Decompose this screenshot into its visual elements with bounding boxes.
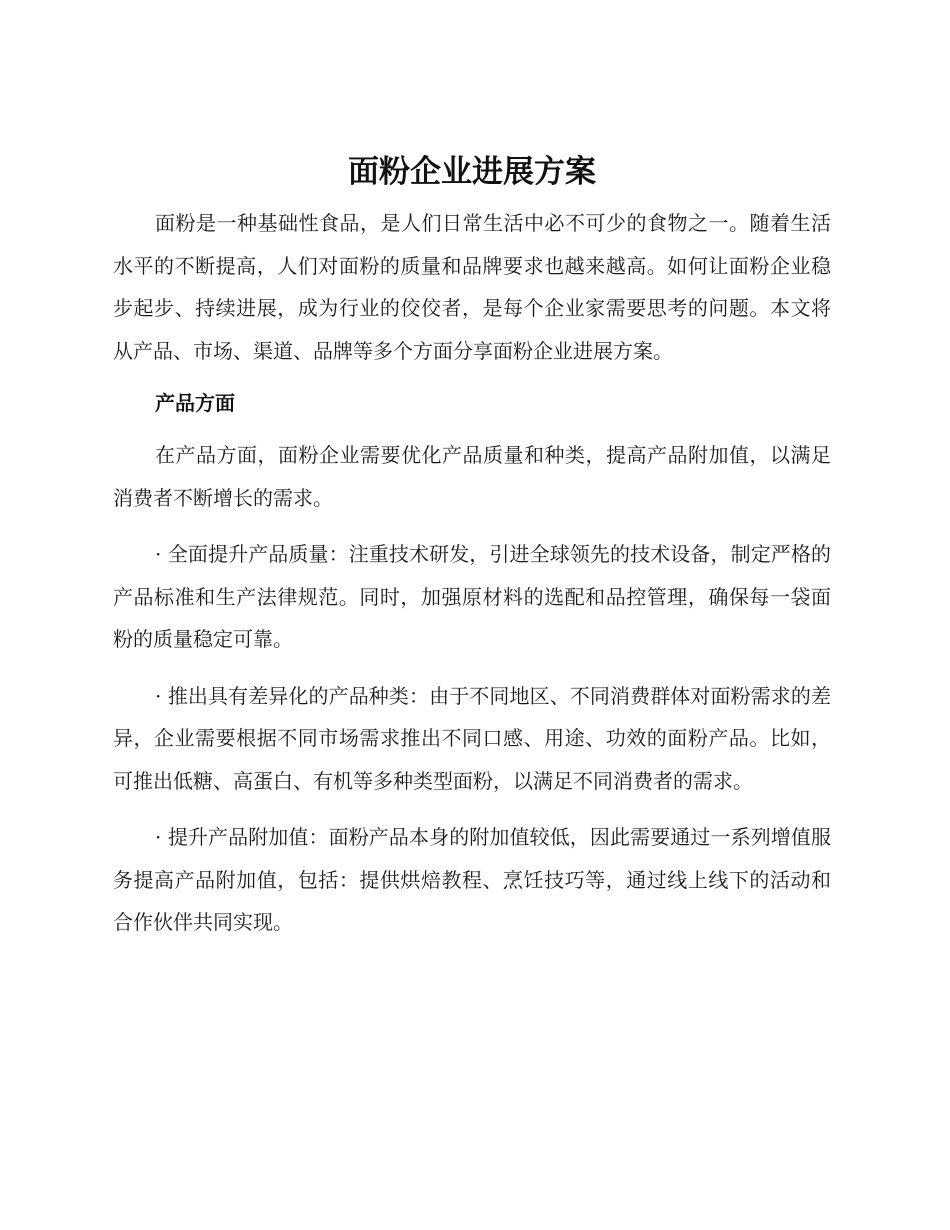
section-intro-paragraph: 在产品方面，面粉企业需要优化产品质量和种类，提高产品附加值，以满足消费者不断增长的需求。 — [113, 443, 831, 510]
bullet-item-quality: · 全面提升产品质量：注重技术研发，引进全球领先的技术设备，制定严格的产品标准和生产法律规范。同时，加强原材料的选配和品控管理，确保每一袋面粉的质量稳定可靠。 — [113, 542, 831, 651]
bullet-item-added-value: · 提升产品附加值：面粉产品本身的附加值较低，因此需要通过一系列增值服务提高产品附加值，包括：提供烘焙教程、烹饪技巧等，通过线上线下的活动和合作伙伴共同实现。 — [113, 825, 831, 934]
intro-paragraph: 面粉是一种基础性食品，是人们日常生活中必不可少的食物之一。随着生活水平的不断提高，人们对面粉的质量和品牌要求也越来越高。如何让面粉企业稳步起步、持续进展，成为行业的佼佼者，是每个企业家需要思考的问题。本文将从产品、市场、渠道、品牌等多个方面分享面粉企业进展方案。 — [113, 211, 831, 363]
bullet-item-variety: · 推出具有差异化的产品种类：由于不同地区、不同消费群体对面粉需求的差异，企业需要根据不同市场需求推出不同口感、用途、功效的面粉产品。比如，可推出低糖、高蛋白、有机等多种类型面粉，以满足不同消费者的需求。 — [113, 683, 831, 793]
section-product — [113, 382, 831, 944]
document-page — [113, 150, 831, 944]
document-title: 面粉企业进展方案 — [348, 154, 596, 190]
section-heading: 产品方面 — [155, 391, 235, 415]
